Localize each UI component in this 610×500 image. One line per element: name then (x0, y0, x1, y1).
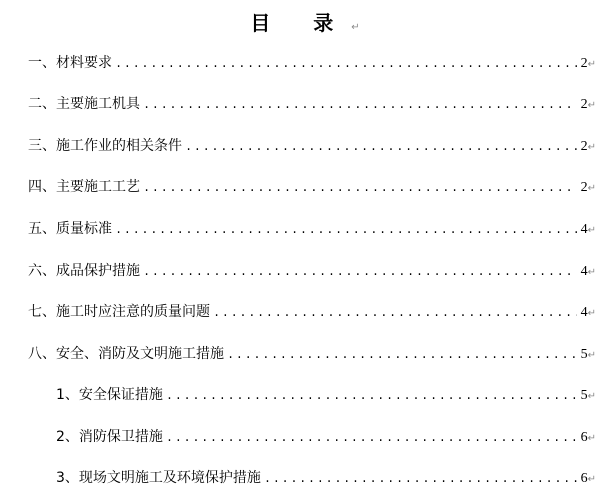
toc-entry-page-number: 6 (580, 471, 588, 486)
toc-entry-safety-fire-civil[interactable] (28, 342, 596, 366)
toc-entry-tools[interactable] (28, 92, 596, 116)
toc-entry-page-number: 4 (580, 222, 588, 237)
toc-entry-page-number: 2 (580, 139, 588, 154)
paragraph-mark-icon: ↵ (351, 22, 360, 33)
toc-entry-page-number: 6 (580, 430, 588, 445)
toc-entry-page-number: 2 (580, 56, 588, 71)
toc-entry-page-number: 5 (580, 388, 588, 403)
toc-entry-label: 八、安全、消防及文明施工措施 (28, 346, 224, 362)
toc-subentry-civil-environment[interactable] (56, 466, 596, 490)
toc-leader-dots (143, 176, 577, 200)
paragraph-mark-icon: ↵ (587, 267, 596, 278)
toc-entry-process[interactable] (28, 175, 596, 199)
toc-leader-dots (166, 384, 577, 408)
toc-entry-label: 六、成品保护措施 (28, 263, 140, 279)
toc-title (0, 10, 610, 41)
toc-entry-page-number: 4 (580, 264, 588, 279)
paragraph-mark-icon: ↵ (587, 474, 596, 485)
toc-leader-dots (185, 135, 577, 159)
toc-entry-quality-standard[interactable] (28, 217, 596, 241)
paragraph-mark-icon: ↵ (587, 142, 596, 153)
toc-subentry-safety[interactable] (56, 383, 596, 407)
toc-leader-dots (227, 343, 577, 367)
toc-leader-dots (115, 218, 577, 242)
toc-entry-page-number: 2 (580, 97, 588, 112)
toc-entry-product-protection[interactable] (28, 259, 596, 283)
toc-entry-label: 2、消防保卫措施 (56, 429, 163, 445)
toc-entry-materials[interactable] (28, 51, 596, 75)
toc-subentry-fire-security[interactable] (56, 425, 596, 449)
toc-entry-label: 3、现场文明施工及环境保护措施 (56, 470, 261, 486)
toc-leader-dots (143, 260, 577, 284)
paragraph-mark-icon: ↵ (587, 59, 596, 70)
toc-entry-label: 一、材料要求 (28, 55, 112, 71)
toc-leader-dots (115, 52, 577, 76)
toc-entry-conditions[interactable] (28, 134, 596, 158)
toc-entry-label: 四、主要施工工艺 (28, 179, 140, 195)
paragraph-mark-icon: ↵ (587, 433, 596, 444)
paragraph-mark-icon: ↵ (587, 225, 596, 236)
paragraph-mark-icon: ↵ (587, 183, 596, 194)
toc-entry-page-number: 4 (580, 305, 588, 320)
toc-entry-page-number: 2 (580, 180, 588, 195)
toc-title-text: 目 录 (250, 11, 352, 35)
toc-entry-label: 七、施工时应注意的质量问题 (28, 304, 210, 320)
toc-entry-label: 二、主要施工机具 (28, 96, 140, 112)
toc-entry-label: 五、质量标准 (28, 221, 112, 237)
paragraph-mark-icon: ↵ (587, 308, 596, 319)
toc-leader-dots (143, 93, 577, 117)
paragraph-mark-icon: ↵ (587, 391, 596, 402)
paragraph-mark-icon: ↵ (587, 350, 596, 361)
toc-entry-quality-issues[interactable] (28, 300, 596, 324)
toc-leader-dots (213, 301, 577, 325)
toc-entry-label: 1、安全保证措施 (56, 387, 163, 403)
toc-entry-label: 三、施工作业的相关条件 (28, 138, 182, 154)
paragraph-mark-icon: ↵ (587, 100, 596, 111)
toc-leader-dots (166, 426, 577, 450)
toc-entry-page-number: 5 (580, 347, 588, 362)
toc-leader-dots (264, 467, 577, 491)
